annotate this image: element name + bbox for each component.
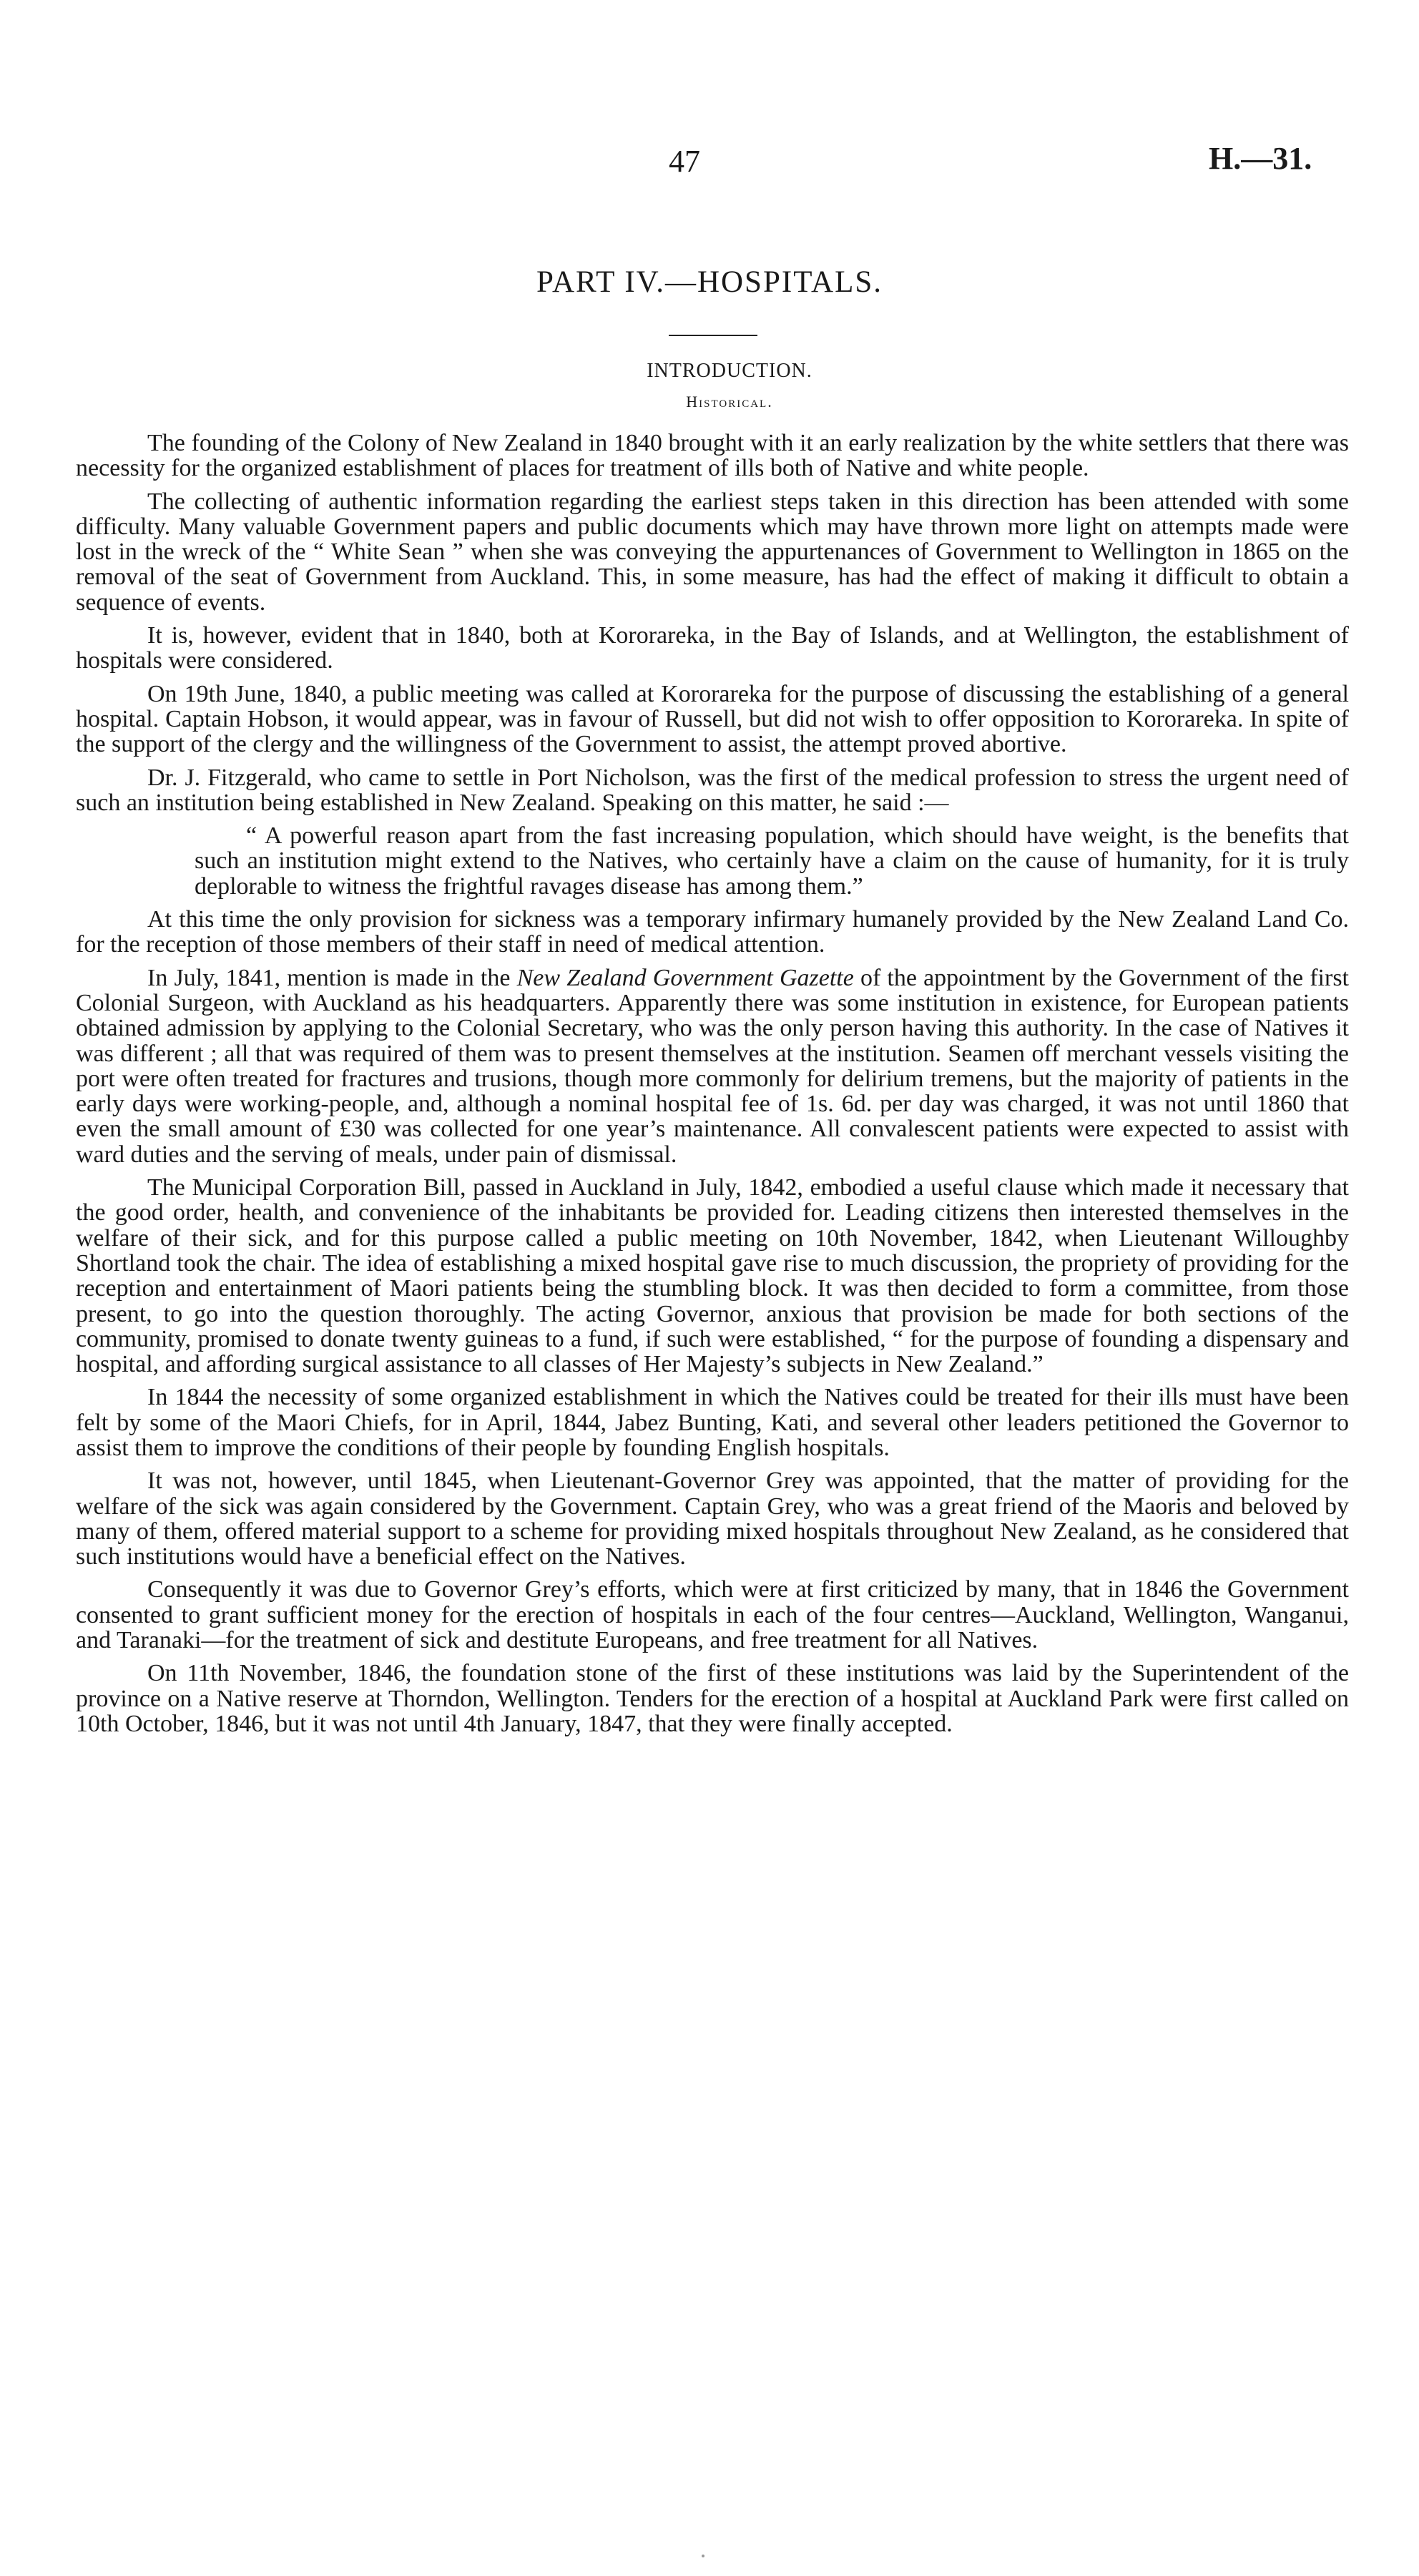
document-reference: H.—31.: [1209, 141, 1312, 176]
part-title: PART IV.—HOSPITALS.: [536, 265, 883, 299]
paragraph-four-centres: Consequently it was due to Governor Grey’s efforts, which were at first criticized by many, that in 1846 the Government consented to grant sufficient money for the erection of hospitals in each of the four centres—Auckland, Wellington, Wanganui, and Taranaki—for the treatment of sick and destitute Europeans, and free treatment for all Natives.: [76, 1576, 1349, 1654]
title-divider: [669, 335, 757, 336]
text-span: of the appointment by the Government of the first Colonial Surgeon, with Auckland as his headquarters. Apparently there was some institution in existence, for European patients obtained admission by applying to the Colonial Secretary, who was the only person having this authority. In the case of Natives it was different ; all that was required of them was to present themselves at the institution. Seamen off merchant vessels visiting the port were often treated for fractures and trusions, though more commonly for delirium tremens, but the majority of patients in the early days were working-people, and, although a nominal hospital fee of 1s. 6d. per day was charged, it was not until 1860 that even the small amount of £30 was collected for one year’s maintenance. All convalescent patients were expected to assist with ward duties and the serving of meals, under pain of dismissal.: [76, 964, 1349, 1168]
page-number: 47: [669, 144, 700, 179]
section-heading-introduction: INTRODUCTION.: [647, 360, 812, 382]
paragraph-infirmary: At this time the only provision for sickness was a temporary infirmary humanely provided by the New Zealand Land Co. for the reception of those members of their staff in need of medical attention.: [76, 906, 1349, 958]
paragraph-public-meeting: On 19th June, 1840, a public meeting was called at Kororareka for the purpose of discussing the establishing of a general hospital. Captain Hobson, it would appear, was in favour of Russell, but did not wish to offer opposition to Kororareka. In spite of the support of the clergy and the willingness of the Government to assist, the attempt proved abortive.: [76, 680, 1349, 758]
paragraph-colonial-surgeon: [76, 965, 1349, 1167]
gazette-title: New Zealand Government Gazette: [516, 964, 854, 991]
paragraph-foundation-stone: On 11th November, 1846, the foundation stone of the first of these institutions was laid by the Superintendent of the province on a Native reserve at Thorndon, Wellington. Tenders for the erection of a hospital at Auckland Park were first called on 10th October, 1846, but it was not until 4th January, 1847, that they were finally accepted.: [76, 1660, 1349, 1737]
paragraph-fitzgerald: Dr. J. Fitzgerald, who came to settle in Port Nicholson, was the first of the medical profession to stress the urgent need of such an institution being established in New Zealand. Speaking on this matter, he said :—: [76, 764, 1349, 816]
text-span: In July, 1841, mention is made in the: [147, 964, 517, 991]
paragraph-information: The collecting of authentic information regarding the earliest steps taken in this direction has been attended with some difficulty. Many valuable Government papers and public documents which may have thrown more light on attempts made were lost in the wreck of the “ White Sean ” when she was conveying the appurtenances of Government to Wellington in 1865 on the removal of the seat of Government from Auckland. This, in some measure, has had the effect of making it difficult to obtain a sequence of events.: [76, 488, 1349, 616]
paragraph-municipal-bill: The Municipal Corporation Bill, passed in Auckland in July, 1842, embodied a useful clause which made it necessary that the good order, health, and convenience of the inhabitants be provided for. Leading citizens then interested themselves in the welfare of their sick, and for this purpose called a public meeting on 10th November, 1842, when Lieutenant Willoughby Shortland took the chair. The idea of establishing a mixed hospital gave rise to much discussion, the propriety of providing for the reception and entertainment of Maori patients being the stumbling block. It was then decided to form a committee, from those present, to go into the question thoroughly. The acting Governor, anxious that provision be made for both sections of the community, promised to donate twenty guineas to a fund, if such were established, “ for the purpose of founding a dispensary and hospital, and affording surgical assistance to all classes of Her Majesty’s subjects in New Zealand.”: [76, 1174, 1349, 1378]
block-quote: “ A powerful reason apart from the fast increasing population, which should have weight, is the benefits that such an institution might extend to the Natives, who certainly have a claim on the cause of humanity, for it is truly deplorable to witness the frightful ravages disease has among them.”: [195, 822, 1349, 900]
page-mark: [702, 2555, 704, 2557]
paragraph-evident: It is, however, evident that in 1840, both at Kororareka, in the Bay of Islands, and at Wellington, the establishment of hospitals were considered.: [76, 622, 1349, 674]
subsection-heading-historical: Historical.: [686, 393, 773, 411]
paragraph-maori-chiefs: In 1844 the necessity of some organized establishment in which the Natives could be treated for their ills must have been felt by some of the Maori Chiefs, for in April, 1844, Jabez Bunting, Kati, and several other leaders petitioned the Governor to assist them to improve the conditions of their people by founding English hospitals.: [76, 1384, 1349, 1461]
body-text: [76, 431, 1349, 1744]
paragraph-founding: The founding of the Colony of New Zealand in 1840 brought with it an early realization by the white settlers that there was necessity for the organized establishment of places for treatment of ills both of Native and white people.: [76, 430, 1349, 482]
paragraph-governor-grey: It was not, however, until 1845, when Lieutenant-Governor Grey was appointed, that the matter of providing for the welfare of the sick was again considered by the Government. Captain Grey, who was a great friend of the Maoris and beloved by many of them, offered material support to a scheme for providing mixed hospitals throughout New Zealand, as he considered that such institutions would have a beneficial effect on the Natives.: [76, 1468, 1349, 1570]
